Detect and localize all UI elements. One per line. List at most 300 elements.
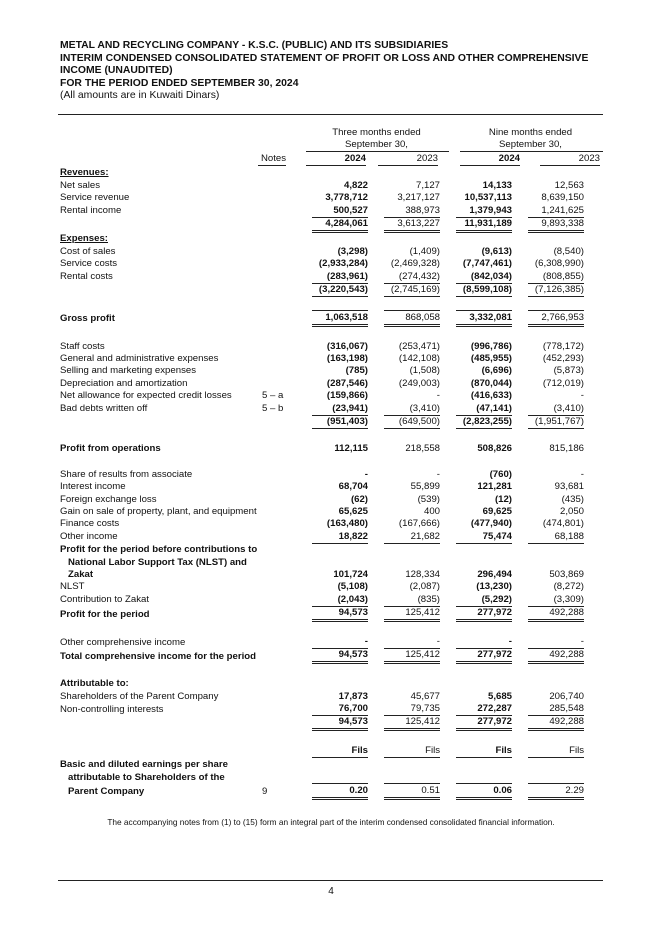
row-value (312, 730, 368, 745)
row-note (260, 365, 312, 377)
statement-row (60, 365, 584, 377)
row-note (260, 581, 312, 593)
row-value: 10,537,113 (464, 192, 512, 204)
statement-row (60, 716, 584, 730)
row-label: Zakat (60, 568, 94, 580)
row-value (384, 678, 440, 690)
row-note (260, 636, 312, 649)
statement-row (60, 311, 584, 325)
row-label: Depreciation and amortization (60, 377, 188, 389)
row-note (260, 340, 312, 352)
row-value: (785) (345, 365, 368, 377)
row-value (456, 231, 512, 245)
row-value: 17,873 (338, 690, 368, 702)
column-spacer (440, 192, 456, 204)
statement-row (60, 167, 584, 179)
row-label: Net sales (60, 179, 100, 191)
statement-row (60, 784, 584, 798)
row-note (260, 353, 312, 365)
row-note (260, 690, 312, 702)
column-spacer (512, 771, 528, 784)
column-spacer (512, 179, 528, 191)
financial-statement-table (60, 167, 584, 800)
column-spacer (368, 167, 384, 179)
col4-header-underline (540, 165, 600, 166)
column-spacer (440, 703, 456, 716)
statement-row (60, 402, 584, 415)
column-spacer (512, 690, 528, 702)
row-note (260, 468, 312, 480)
column-spacer (440, 636, 456, 649)
statement-row (60, 506, 584, 518)
statement-row (60, 745, 584, 758)
statement-row (60, 649, 584, 663)
row-value: 3,332,081 (456, 311, 512, 325)
row-label: Contribution to Zakat (60, 594, 150, 606)
row-label: Selling and marketing expenses (60, 365, 196, 377)
column-spacer (440, 468, 456, 480)
row-value: 296,494 (477, 568, 512, 580)
nine-months-underline (460, 151, 603, 152)
row-value: (5,108) (337, 581, 368, 593)
statement-row (60, 593, 584, 606)
row-value: (870,044) (470, 377, 512, 389)
column-spacer (512, 258, 528, 270)
row-value: 8,639,150 (541, 192, 584, 204)
row-value: 4,822 (343, 179, 368, 191)
row-value: (163,198) (326, 353, 368, 365)
row-value: 400 (423, 505, 440, 517)
row-value: (283,961) (326, 270, 368, 282)
row-label (60, 621, 260, 636)
row-value: 76,700 (312, 703, 368, 716)
row-value (384, 167, 440, 179)
row-label: Net allowance for expected credit losses (60, 390, 232, 402)
row-label (60, 283, 260, 296)
year-2023-9m-header: 2023 (578, 153, 600, 164)
column-spacer (512, 468, 528, 480)
row-note (260, 455, 312, 469)
row-value: (2,043) (312, 593, 368, 606)
row-value (528, 167, 584, 179)
column-spacer (512, 340, 528, 352)
column-spacer (368, 429, 384, 443)
column-spacer (368, 556, 384, 568)
statement-row (60, 415, 584, 428)
row-value (384, 325, 440, 340)
row-value (312, 167, 368, 179)
row-note (260, 296, 312, 311)
column-spacer (512, 365, 528, 377)
row-note (260, 703, 312, 716)
column-spacer (512, 270, 528, 283)
row-value: (287,546) (326, 377, 368, 389)
row-label: Expenses: (60, 233, 108, 245)
row-value (384, 621, 440, 636)
row-value (384, 231, 440, 245)
row-label: Rental costs (60, 271, 113, 283)
column-spacer (512, 530, 528, 543)
row-value (456, 663, 512, 678)
row-value (456, 556, 512, 568)
row-label: attributable to Shareholders of the (60, 771, 225, 783)
column-spacer (512, 745, 528, 758)
footnote: The accompanying notes from (1) to (15) form an integral part of the interim condensed consolidated financial information. (107, 817, 555, 827)
currency-note: (All amounts are in Kuwaiti Dinars) (60, 90, 220, 102)
column-spacer (368, 784, 384, 798)
column-spacer (368, 636, 384, 649)
row-label: Gain on sale of property, plant, and equipment (60, 505, 257, 517)
row-value: (1,951,767) (528, 415, 584, 428)
column-spacer (512, 663, 528, 678)
row-value (456, 167, 512, 179)
three-months-header-2: September 30, (345, 139, 408, 150)
column-spacer (440, 649, 456, 663)
statement-row (60, 468, 584, 480)
notes-header-underline (258, 165, 286, 166)
row-note (260, 258, 312, 270)
row-value: 1,063,518 (312, 311, 368, 325)
row-value: 1,241,625 (541, 204, 584, 216)
column-spacer (512, 217, 528, 231)
row-value: 5,685 (487, 690, 512, 702)
column-spacer (512, 325, 528, 340)
row-value: 128,334 (405, 568, 440, 580)
column-spacer (368, 353, 384, 365)
year-2023-q-header: 2023 (416, 153, 438, 164)
row-value: 125,412 (384, 649, 440, 663)
statement-period: FOR THE PERIOD ENDED SEPTEMBER 30, 2024 (60, 77, 299, 89)
column-spacer (440, 663, 456, 678)
column-spacer (440, 270, 456, 283)
statement-row (60, 543, 584, 556)
statement-row (60, 663, 584, 678)
row-value: 18,822 (312, 530, 368, 543)
row-note: 5 – a (262, 390, 284, 402)
row-label (60, 325, 260, 340)
column-spacer (368, 390, 384, 402)
column-spacer (440, 678, 456, 690)
column-spacer (512, 784, 528, 798)
row-label: Gross profit (60, 313, 115, 325)
column-spacer (440, 556, 456, 568)
row-value (456, 771, 512, 784)
row-value: (167,666) (398, 518, 440, 530)
row-value (312, 455, 368, 469)
statement-row (60, 556, 584, 568)
column-spacer (512, 606, 528, 620)
row-value: 125,412 (384, 716, 440, 730)
row-note (260, 530, 312, 543)
row-label: General and administrative expenses (60, 353, 219, 365)
row-value: (8,272) (553, 581, 584, 593)
row-value: 68,188 (528, 530, 584, 543)
row-note (260, 556, 312, 568)
statement-row (60, 231, 584, 245)
row-value (384, 556, 440, 568)
column-spacer (368, 231, 384, 245)
row-note (260, 543, 312, 556)
row-value: 55,899 (410, 481, 440, 493)
row-note (260, 771, 312, 784)
column-spacer (368, 690, 384, 702)
column-spacer (440, 771, 456, 784)
column-spacer (440, 730, 456, 745)
row-label (60, 745, 260, 758)
row-value (312, 556, 368, 568)
statement-row (60, 192, 584, 204)
row-value: 272,287 (456, 703, 512, 716)
row-value: - (384, 636, 440, 649)
row-value: 277,972 (456, 649, 512, 663)
statement-title-line2: INCOME (UNAUDITED) (60, 65, 173, 77)
row-note (260, 377, 312, 389)
row-note (260, 325, 312, 340)
row-value: 3,613,227 (384, 217, 440, 231)
column-spacer (440, 296, 456, 311)
column-spacer (368, 716, 384, 730)
company-name: METAL AND RECYCLING COMPANY - K.S.C. (PUBLIC) AND ITS SUBSIDIARIES (60, 40, 449, 51)
row-value: 492,288 (528, 606, 584, 620)
row-value: (2,823,255) (456, 415, 512, 428)
row-label (60, 716, 260, 730)
row-value: 2.29 (528, 784, 584, 798)
statement-row (60, 758, 584, 771)
column-spacer (368, 258, 384, 270)
row-note (260, 270, 312, 283)
row-value: (435) (561, 493, 584, 505)
page-number: 4 (328, 886, 334, 897)
row-label: Bad debts written off (60, 403, 148, 415)
row-value: 45,677 (410, 690, 440, 702)
row-value: (12) (494, 493, 512, 505)
row-label: Revenues: (60, 167, 109, 179)
row-value: (3,410) (409, 402, 440, 414)
column-spacer (512, 192, 528, 204)
row-value: 492,288 (528, 649, 584, 663)
column-spacer (512, 390, 528, 402)
column-spacer (512, 703, 528, 716)
row-value: (5,292) (456, 593, 512, 606)
row-label: Service revenue (60, 192, 130, 204)
column-spacer (368, 402, 384, 415)
row-value (312, 231, 368, 245)
row-value: (1,508) (409, 365, 440, 377)
column-spacer (440, 217, 456, 231)
row-note (260, 593, 312, 606)
statement-row (60, 204, 584, 217)
row-value: - (528, 636, 584, 649)
column-spacer (512, 716, 528, 730)
column-spacer (368, 443, 384, 455)
statement-row (60, 217, 584, 231)
column-spacer (368, 581, 384, 593)
row-note (260, 506, 312, 518)
column-spacer (512, 649, 528, 663)
row-value: 65,625 (338, 505, 368, 517)
row-value: (249,003) (398, 377, 440, 389)
row-note (260, 443, 312, 455)
col2-header-underline (378, 165, 438, 166)
column-spacer (440, 231, 456, 245)
row-note (260, 730, 312, 745)
row-value: 93,681 (554, 481, 584, 493)
row-value: (2,745,169) (384, 283, 440, 296)
row-value: (3,410) (553, 402, 584, 414)
row-value (456, 296, 512, 311)
column-spacer (512, 204, 528, 217)
column-spacer (440, 530, 456, 543)
row-value: (7,126,385) (528, 283, 584, 296)
row-note (260, 663, 312, 678)
column-spacer (440, 506, 456, 518)
year-2024-9m-header: 2024 (498, 153, 520, 164)
row-label: Share of results from associate (60, 468, 193, 480)
row-note (260, 606, 312, 620)
row-value: 0.20 (312, 784, 368, 798)
row-value: 3,217,127 (397, 192, 440, 204)
row-value: 69,625 (482, 505, 512, 517)
row-value (384, 296, 440, 311)
row-value: 285,548 (528, 703, 584, 716)
column-spacer (440, 481, 456, 493)
statement-header (60, 40, 620, 103)
row-label: National Labor Support Tax (NLST) and (60, 556, 247, 568)
nine-months-header-1: Nine months ended (488, 127, 573, 138)
statement-row (60, 390, 584, 402)
column-spacer (440, 493, 456, 505)
column-spacer (440, 258, 456, 270)
row-value: 101,724 (333, 568, 368, 580)
row-note (260, 621, 312, 636)
row-note (260, 745, 312, 758)
row-value: (23,941) (332, 402, 368, 414)
column-spacer (368, 365, 384, 377)
row-label: Other income (60, 531, 118, 543)
row-value: (712,019) (542, 377, 584, 389)
row-value: 11,931,189 (456, 217, 512, 231)
row-value (528, 296, 584, 311)
column-spacer (512, 581, 528, 593)
statement-row (60, 690, 584, 702)
column-spacer (440, 716, 456, 730)
column-spacer (440, 390, 456, 402)
column-spacer (512, 455, 528, 469)
column-spacer (512, 593, 528, 606)
row-value: 121,281 (477, 481, 512, 493)
row-note: 9 (262, 786, 268, 798)
row-value: (6,308,990) (534, 258, 584, 270)
column-spacer (512, 283, 528, 296)
column-spacer (368, 377, 384, 389)
row-value: (1,409) (409, 245, 440, 257)
row-value (312, 325, 368, 340)
row-value: (142,108) (398, 353, 440, 365)
row-label (60, 455, 260, 469)
column-spacer (368, 506, 384, 518)
row-note (260, 481, 312, 493)
row-value: (539) (417, 493, 440, 505)
row-value: 2,050 (559, 505, 584, 517)
row-note (260, 217, 312, 231)
row-value: 112,115 (334, 442, 368, 454)
row-value: 4,284,061 (312, 217, 368, 231)
row-value: (485,955) (470, 353, 512, 365)
column-spacer (368, 296, 384, 311)
row-value (456, 455, 512, 469)
statement-row (60, 621, 584, 636)
statement-row (60, 245, 584, 257)
row-value: 0.06 (456, 784, 512, 798)
column-spacer (368, 481, 384, 493)
row-value: (253,471) (398, 340, 440, 352)
column-spacer (512, 415, 528, 428)
row-value: 94,573 (312, 606, 368, 620)
column-spacer (512, 311, 528, 325)
row-value: (316,067) (326, 340, 368, 352)
row-value: (835) (384, 593, 440, 606)
column-spacer (368, 468, 384, 480)
row-value: (13,230) (476, 581, 512, 593)
row-label: Rental income (60, 205, 122, 217)
row-value (456, 678, 512, 690)
row-label: Finance costs (60, 518, 120, 530)
column-spacer (440, 179, 456, 191)
row-value (456, 621, 512, 636)
column-spacer (440, 569, 456, 581)
row-value: 388,973 (405, 204, 440, 216)
row-value: (474,801) (542, 518, 584, 530)
row-label: Cost of sales (60, 245, 116, 257)
column-spacer (368, 217, 384, 231)
column-spacer (440, 311, 456, 325)
column-spacer (512, 758, 528, 771)
column-spacer (368, 179, 384, 191)
row-value: (2,469,328) (390, 258, 440, 270)
row-label: Attributable to: (60, 678, 129, 690)
row-value: (6,696) (481, 365, 512, 377)
row-value: (8,599,108) (456, 283, 512, 296)
row-value: (452,293) (542, 353, 584, 365)
column-spacer (512, 621, 528, 636)
row-value (456, 758, 512, 771)
row-value: (8,540) (553, 245, 584, 257)
column-spacer (440, 543, 456, 556)
row-label (60, 217, 260, 231)
row-value: Fils (456, 745, 512, 758)
column-spacer (368, 325, 384, 340)
statement-row (60, 678, 584, 690)
row-label: Shareholders of the Parent Company (60, 690, 219, 702)
column-spacer (368, 455, 384, 469)
row-value: (159,866) (326, 390, 368, 402)
column-spacer (368, 270, 384, 283)
row-value: 12,563 (554, 179, 584, 191)
row-value (312, 758, 368, 771)
column-spacer (368, 493, 384, 505)
row-value (528, 455, 584, 469)
column-spacer (512, 167, 528, 179)
row-value: - (580, 390, 584, 402)
row-value: - (312, 636, 368, 649)
column-spacer (440, 340, 456, 352)
column-spacer (440, 455, 456, 469)
column-spacer (368, 745, 384, 758)
three-months-header-1: Three months ended (332, 127, 421, 138)
column-spacer (368, 758, 384, 771)
row-value (312, 296, 368, 311)
column-spacer (368, 340, 384, 352)
